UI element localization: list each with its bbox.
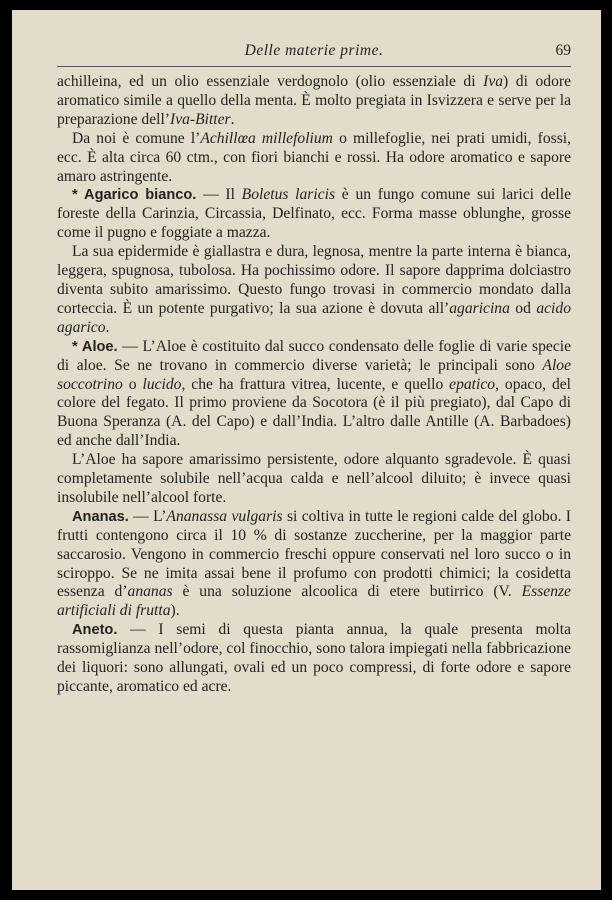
text-run: — L’ [128,507,167,525]
text-run: — L’Aloe è costituito dal succo condensato delle foglie di varie specie di aloe. Se ne trovano in commercio diverse varietà; le principali sono [57,337,571,374]
italic-term: Essenze artificiali di frutta [57,583,571,620]
entry-heading: Aneto. [72,622,118,639]
italic-term: agaricina [449,299,510,317]
italic-term: acido agarico [57,299,571,336]
text-run: si coltiva in tutte le regioni calde del globo. I frutti contengono circa il 10 % di sostanze zuccherine, per la maggior parte saccarosio. Vengono in commercio freschi oppure conservati nel loro succo o in sciroppo. Se ne imita assai bene il profumo con prodotti chimici; la cosidetta essenza d’ [57,507,571,601]
paragraph [57,621,571,697]
body-text [57,73,571,697]
italic-term: Iva-Bitter [170,110,231,128]
text-run: . [230,110,235,128]
page-number: 69 [555,42,571,59]
italic-term: epatico [449,375,496,393]
text-run: Da noi è comune l’ [72,129,201,147]
paragraph [57,451,571,508]
entry-heading: * Aloe. [72,338,118,355]
text-run: achilleina, ed un olio essenziale verdognolo (olio essenziale di [57,73,484,90]
entry-heading: * Agarico bianco. [72,187,197,204]
text-run: — I semi di questa pianta annua, la quale presenta molta rassomiglianza nell’odore, col finocchio, sono talora impiegati nella fabbricazione dei liquori: sono allungati, ovali ed un poco compressi, di forte odore e sapore piccante, aromatico ed acre. [57,621,571,695]
text-run: ). [170,602,180,620]
text-run: od [509,299,537,317]
italic-term: Iva [483,73,504,90]
paragraph [57,508,571,621]
paragraph [57,73,571,130]
italic-term: Achillœa millefolium [200,129,333,147]
italic-term: ananas [127,583,173,601]
entry-heading: Ananas. [72,508,129,525]
text-run: ) di odore aromatico simile a quello della menta. È molto pregiata in Isvizzera e serve per la preparazione dell’ [57,73,571,128]
text-run: è un fungo comune sui larici delle foreste della Carinzia, Circassia, Delfinato, ecc. Forma masse oblunghe, grosse come il pugno e foggiate a mazza. [57,186,571,242]
paragraph [57,130,571,187]
text-run: La sua epidermide è giallastra e dura, legnosa, mentre la parte interna è bianca, leggera, spugnosa, tubolosa. Ha pochissimo odore. Il sapore dapprima dolciastro diventa subito amarissimo. Questo fungo trovasi in commercio mondato dalla corteccia. È un potente purgativo; la sua azione è dovuta all’ [57,243,571,317]
italic-term: Ananassa vulgaris [166,507,283,525]
italic-term: lucido [142,375,182,393]
book-page [12,10,601,890]
text-run: , che ha frattura vitrea, lucente, e quello [181,375,450,393]
running-header [57,40,571,67]
italic-term: Aloe soccotrino [57,356,571,393]
paragraph [57,243,571,338]
text-run: è una soluzione alcoolica di etere butirrico (V. [172,583,522,601]
text-run: — Il [196,186,242,204]
paragraph [57,186,571,243]
text-run: . [105,318,110,336]
italic-term: Boletus laricis [241,186,336,204]
running-title: Delle materie prime. [244,42,384,59]
text-run: o millefoglie, nei prati umidi, fossi, ecc. È alta circa 60 ctm., con fiori bianchi e rossi. Ha odore aromatico e sapore amaro astringente. [57,129,571,185]
text-run: , opaco, del colore del fegato. Il primo proviene da Socotora (è il più pregiato), dal Capo di Buona Speranza (A. del Capo) e dall’India. L’altro dalle Antille (A. Barbadoes) ed anche dall’India. [57,375,571,450]
paragraph [57,338,571,451]
text-run: L’Aloe ha sapore amarissimo persistente, odore alquanto sgradevole. È quasi completamente solubile nell’acqua calda e nell’alcool diluito; è invece quasi insolubile nell’alcool forte. [57,451,571,506]
text-run: o [122,375,143,393]
